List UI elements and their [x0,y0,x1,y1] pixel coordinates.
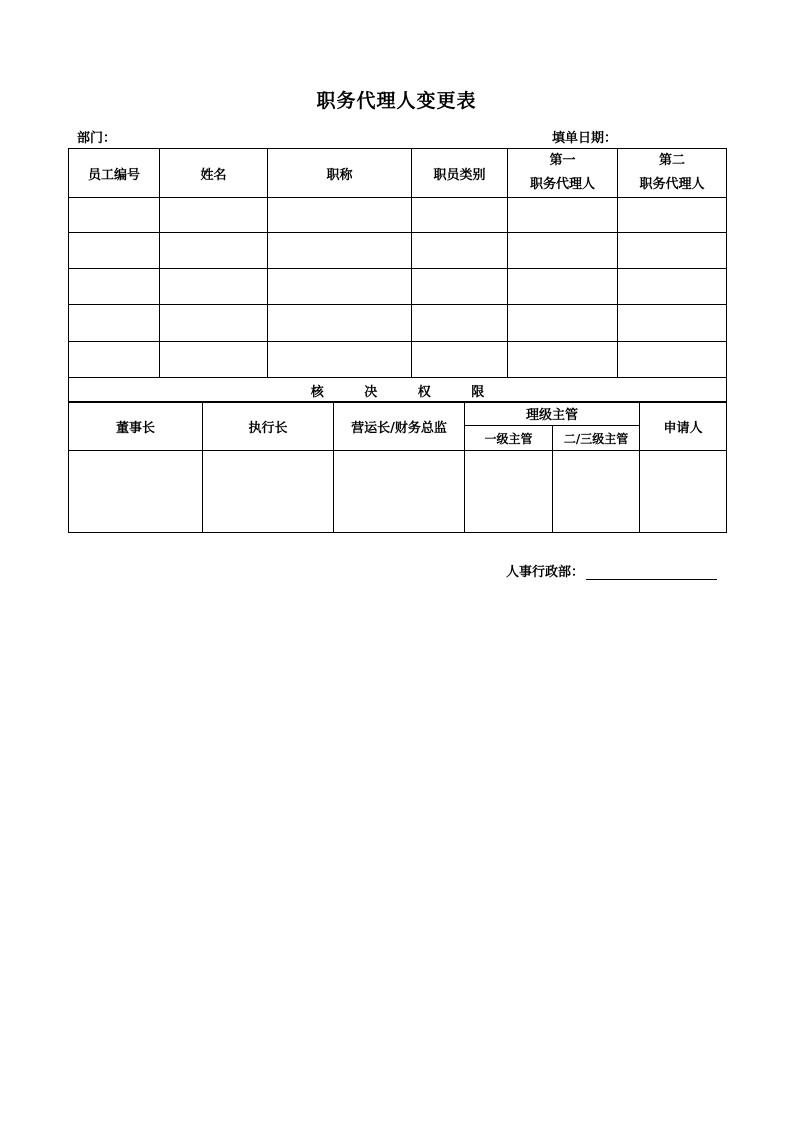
approval-sign-row [69,451,727,533]
cell-first-agent[interactable] [508,269,618,305]
header-operations-finance: 营运长/财务总监 [334,402,465,451]
header-chairman: 董事长 [69,402,203,451]
sign-chairman[interactable] [69,451,203,533]
cell-name[interactable] [160,233,268,269]
header-first-agent-line1: 第一 [549,153,576,168]
cell-staff-category[interactable] [412,269,508,305]
header-row [69,149,727,198]
table-row [69,198,727,233]
sign-applicant[interactable] [640,451,727,533]
header-staff-category: 职员类别 [412,149,508,198]
cell-staff-category[interactable] [412,198,508,233]
cell-job-title[interactable] [268,198,412,233]
agent-table [68,148,727,403]
cell-employee-id[interactable] [69,269,160,305]
table-row [69,233,727,269]
cell-employee-id[interactable] [69,305,160,342]
approval-table [68,401,727,533]
cell-second-agent[interactable] [618,305,727,342]
header-level1-manager: 一级主管 [465,426,553,451]
cell-second-agent[interactable] [618,233,727,269]
cell-second-agent[interactable] [618,198,727,233]
hr-signature-line[interactable] [586,565,717,580]
header-level23-manager: 二/三级主管 [553,426,640,451]
cell-name[interactable] [160,305,268,342]
cell-second-agent[interactable] [618,342,727,378]
header-applicant: 申请人 [640,402,727,451]
header-second-agent [618,149,727,198]
header-ceo: 执行长 [203,402,334,451]
cell-employee-id[interactable] [69,198,160,233]
cell-name[interactable] [160,342,268,378]
sign-level1-manager[interactable] [465,451,553,533]
cell-employee-id[interactable] [69,342,160,378]
sign-level23-manager[interactable] [553,451,640,533]
cell-employee-id[interactable] [69,233,160,269]
header-second-agent-line2: 职务代理人 [639,177,705,192]
header-job-title: 职称 [268,149,412,198]
cell-name[interactable] [160,269,268,305]
header-first-agent-line2: 职务代理人 [529,177,595,192]
approval-header-row [69,402,727,426]
cell-first-agent[interactable] [508,305,618,342]
approval-section-title: 核 决 权 限 [69,378,727,403]
cell-job-title[interactable] [268,233,412,269]
approval-title-row [69,378,727,403]
header-manager-group: 理级主管 [465,402,640,426]
hr-signature [506,561,717,580]
cell-first-agent[interactable] [508,342,618,378]
cell-staff-category[interactable] [412,342,508,378]
header-name: 姓名 [160,149,268,198]
cell-staff-category[interactable] [412,305,508,342]
cell-first-agent[interactable] [508,198,618,233]
header-second-agent-line1: 第二 [658,153,685,168]
cell-second-agent[interactable] [618,269,727,305]
sign-operations-finance[interactable] [334,451,465,533]
cell-name[interactable] [160,198,268,233]
department-label: 部门： [77,131,117,146]
page-title: 职务代理人变更表 [316,90,477,112]
cell-job-title[interactable] [268,342,412,378]
sign-ceo[interactable] [203,451,334,533]
cell-job-title[interactable] [268,269,412,305]
cell-job-title[interactable] [268,305,412,342]
hr-label: 人事行政部： [506,565,585,580]
header-employee-id: 员工编号 [69,149,160,198]
cell-staff-category[interactable] [412,233,508,269]
table-row [69,342,727,378]
cell-first-agent[interactable] [508,233,618,269]
header-first-agent [508,149,618,198]
table-row [69,269,727,305]
table-row [69,305,727,342]
date-label: 填单日期： [552,131,618,146]
